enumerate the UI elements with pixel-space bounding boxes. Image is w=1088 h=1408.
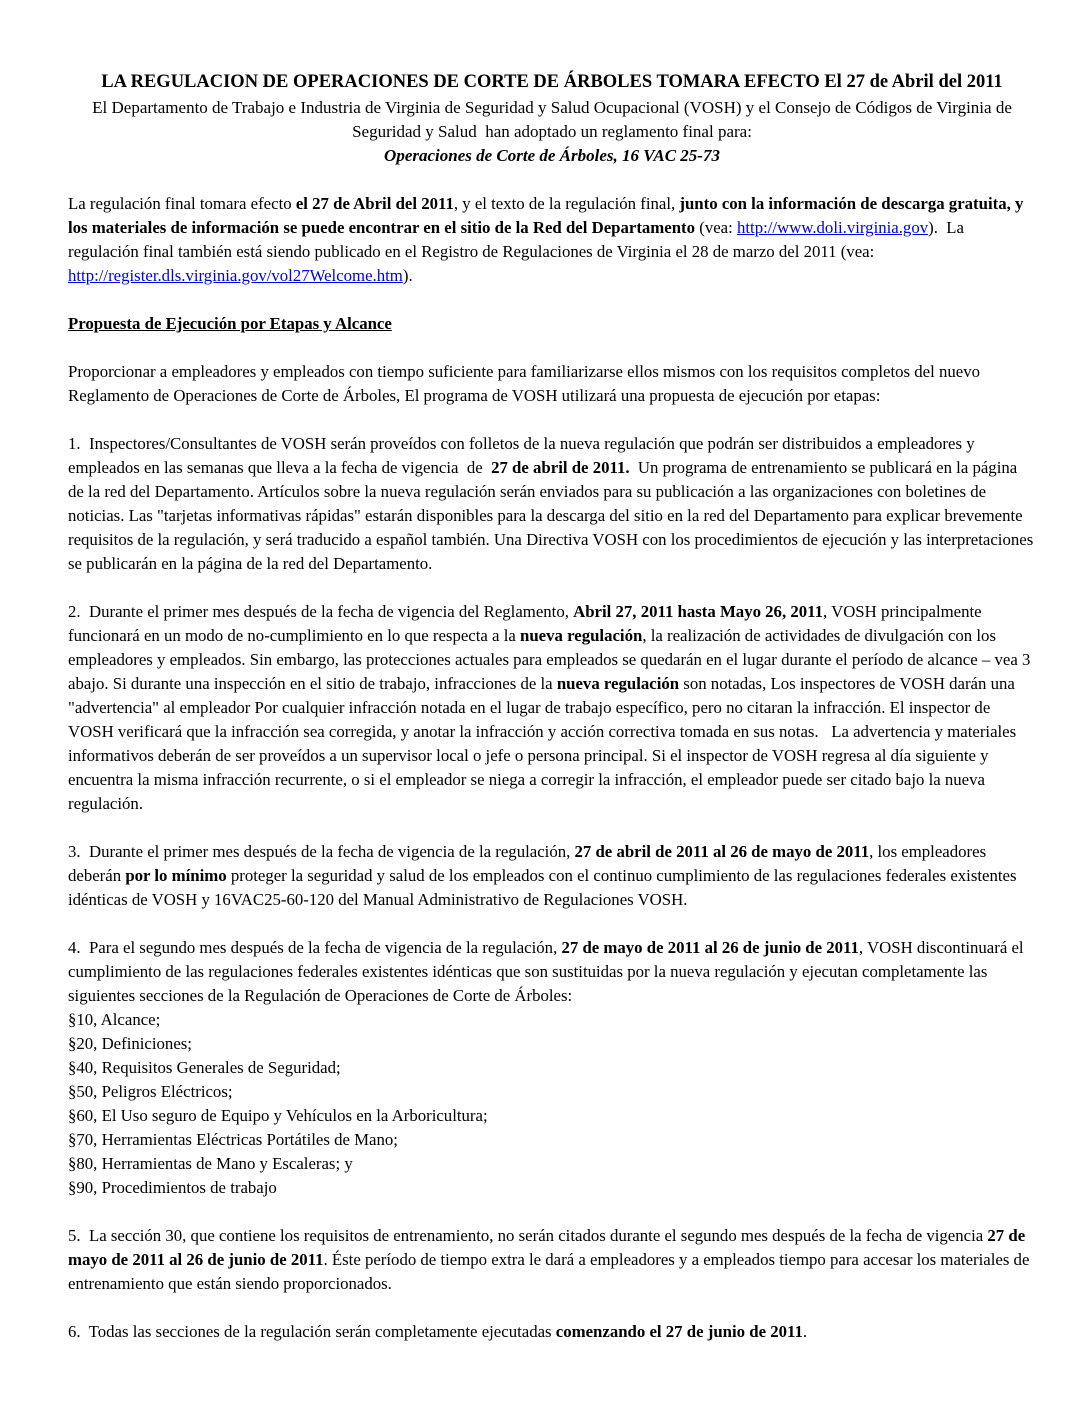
text-run: , VOSH principalmente funcionará en un modo de no-cumplimiento en lo que respecta a la — [68, 602, 986, 645]
text-run: . — [802, 1322, 808, 1341]
section-list-item-50: §50, Peligros Eléctricos; — [68, 1082, 233, 1101]
text-run: 27 de abril de 2011 al 26 de mayo de 2011 — [574, 842, 870, 861]
doc-title: LA REGULACION DE OPERACIONES DE CORTE DE ÁRBOLES TOMARA EFECTO El 27 de Abril del 2011 — [101, 72, 1003, 92]
text-run: , VOSH discontinuará el cumplimiento de las regulaciones federales existentes idénticas que son sustituidas por la nueva regulación y ejecutan completamente las siguientes secciones de la Regulación de Operaciones de Corte de Árboles: — [68, 938, 1028, 1005]
text-run: 27 de mayo de 2011 al 26 de junio de 2011 — [561, 938, 859, 957]
text-run: nueva regulación — [556, 674, 680, 693]
section-list-item-40: §40, Requisitos Generales de Seguridad; — [68, 1058, 341, 1077]
text-run: 1. Inspectores/Consultantes de VOSH serán proveídos con folletos de la nueva regulación que podrán ser distribuidos a empleadores y empleados en las semanas que lleva a la fecha de vigencia de — [68, 434, 979, 477]
text-run: son notadas, Los inspectores de VOSH darán una "advertencia" al empleador Por cualquier infracción notada en el lugar de trabajo específico, pero no citaran la infracción. El inspector de VOSH verificará que la infracción sea corregida, y anotar la infracción y acción correctiva tomada en sus notas. La advertencia y materiales informativos deberán de ser proveídos a un supervisor local o jefe o persona principal. Si el inspector de VOSH regresa al día siguiente y encuentra la misma infracción recurrente, o si el empleador se niega a corregir la infracción, el empleador puede ser citado bajo la nueva regulación. — [68, 674, 1021, 813]
list-item-5 — [68, 1224, 1036, 1296]
text-run: , y el texto de la regulación final, — [453, 194, 680, 213]
text-run: por lo mínimo — [125, 866, 227, 885]
text-run: (vea: — [695, 218, 737, 237]
hyperlink[interactable]: http://www.doli.virginia.gov — [736, 218, 929, 237]
paragraph-purpose: Proporcionar a empleadores y empleados con tiempo suficiente para familiarizarse ellos mismos con los requisitos completos del nuevo Reglamento de Operaciones de Corte de Árboles, El programa de VOSH utilizará una propuesta de ejecución por etapas: — [68, 362, 985, 405]
text-run: nueva regulación — [520, 626, 643, 645]
text-run: ). La regulación final también está siendo publicado en el Registro de Regulaciones de Virginia el 28 de marzo del 2011 (vea: — [68, 218, 969, 261]
hyperlink[interactable]: http://register.dls.virginia.gov/vol27Welcome.htm — [68, 266, 403, 285]
text-run: 27 de mayo de 2011 al 26 de junio de 2011 — [68, 1226, 1030, 1269]
list-item-2 — [68, 600, 1036, 816]
regulation-sections-list — [68, 1008, 1036, 1200]
list-item-4 — [68, 936, 1036, 1008]
paragraph-effective-date — [68, 192, 1036, 288]
section-list-item-70: §70, Herramientas Eléctricas Portátiles de Mano; — [68, 1130, 398, 1149]
text-run: La regulación final tomara efecto — [68, 194, 296, 213]
text-run: el 27 de Abril del 2011 — [295, 194, 454, 213]
text-run: 27 de abril de 2011. — [491, 458, 630, 477]
text-run: , los empleadores deberán — [68, 842, 991, 885]
text-run: , la realización de actividades de divulgación con los empleadores y empleados. Sin embargo, las protecciones actuales para empleados se quedarán en el lugar durante el período de alcance – vea 3 abajo. Si durante una inspección en el sitio de trabajo, infracciones de la — [68, 626, 1035, 693]
text-run: junto con la información de descarga gratuita, y los materiales de información se puede encontrar en el sitio de la Red del Departamento — [68, 194, 1028, 237]
list-item-3 — [68, 840, 1036, 912]
text-run: 2. Durante el primer mes después de la fecha de vigencia del Reglamento, — [68, 602, 574, 621]
section-list-item-90: §90, Procedimientos de trabajo — [68, 1178, 277, 1197]
list-item-6 — [68, 1320, 1036, 1344]
text-run: comenzando el 27 de junio de 2011 — [555, 1322, 803, 1341]
text-run: ). — [402, 266, 413, 285]
section-list-item-80: §80, Herramientas de Mano y Escaleras; y — [68, 1154, 353, 1173]
section-heading: Propuesta de Ejecución por Etapas y Alcance — [68, 314, 392, 333]
text-run: 4. Para el segundo mes después de la fecha de vigencia de la regulación, — [68, 938, 562, 957]
text-run: 3. Durante el primer mes después de la fecha de vigencia de la regulación, — [68, 842, 575, 861]
text-run: 6. Todas las secciones de la regulación serán completamente ejecutadas — [68, 1322, 556, 1341]
list-item-1 — [68, 432, 1036, 576]
text-run: Abril 27, 2011 hasta Mayo 26, 2011 — [573, 602, 823, 621]
section-list-item-20: §20, Definiciones; — [68, 1034, 192, 1053]
text-run: . Éste período de tiempo extra le dará a empleadores y a empleados tiempo para accesar los materiales de entrenamiento que están siendo proporcionados. — [68, 1250, 1034, 1293]
section-list-item-10: §10, Alcance; — [68, 1010, 161, 1029]
text-run: Un programa de entrenamiento se publicará en la página de la red del Departamento. Artículos sobre la nueva regulación serán enviados para su publicación a las organizaciones con boletines de noticias. Las "tarjetas informativas rápidas" estarán disponibles para la descarga del sitio en la red del Departamento para explicar brevemente requisitos de la regulación, y será traducido a español también. Una Directiva VOSH con los procedimientos de ejecución y las interpretaciones se publicarán en la página de la red del Departamento. — [68, 458, 1038, 573]
doc-regulation-name: Operaciones de Corte de Árboles, 16 VAC 25-73 — [384, 146, 720, 165]
text-run: 5. La sección 30, que contiene los requisitos de entrenamiento, no serán citados durante el segundo mes después de la fecha de vigencia — [68, 1226, 988, 1245]
text-run: proteger la seguridad y salud de los empleados con el continuo cumplimiento de las regulaciones federales existentes idénticas de VOSH y 16VAC25-60-120 del Manual Administrativo de Regulaciones VOSH. — [68, 866, 1025, 909]
section-list-item-60: §60, El Uso seguro de Equipo y Vehículos en la Arboricultura; — [68, 1106, 488, 1125]
doc-subtitle: El Departamento de Trabajo e Industria de Virginia de Seguridad y Salud Ocupacional (VOSH) y el Consejo de Códigos de Virginia de Seguridad y Salud han adoptado un reglamento final para: — [92, 98, 1017, 141]
